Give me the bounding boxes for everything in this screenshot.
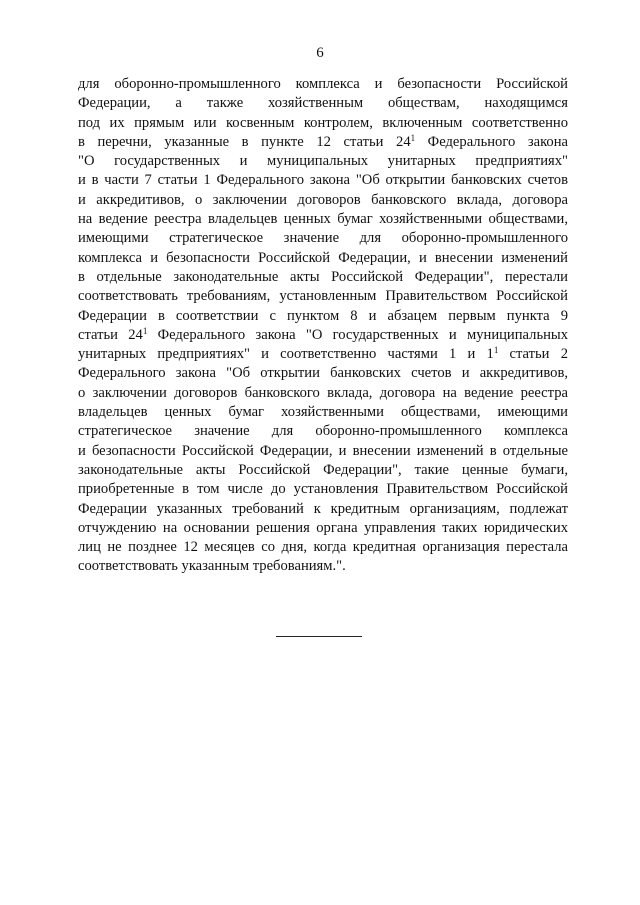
text-line: соответствовать требованиям, установленным Правительством Российской [78, 288, 568, 305]
text-line: на ведение реестра владельцев ценных бумаг хозяйственными обществами, [78, 211, 568, 228]
text-line: статьи $24^1$ Федерального закона "О государственных и муниципальных [78, 325, 569, 343]
text-line: Федерального закона "Об открытии банковских счетов и аккредитивов, [78, 365, 568, 382]
page-number: 6 [316, 45, 324, 61]
text-line: отчуждению на основании решения органа управления таких юридических [78, 519, 568, 536]
text-line: Федерации указанных требований к кредитным организациям, подлежат [78, 500, 568, 517]
text-line: для оборонно-промышленного комплекса и безопасности Российской [78, 76, 568, 92]
text-line: "О государственных и муниципальных унитарных предприятиях" [78, 153, 568, 170]
text-line: лиц не позднее 12 месяцев со дня, когда кредитная организация перестала [78, 539, 568, 556]
text-line: в отдельные законодательные акты Российской Федерации", перестали [78, 268, 568, 285]
text-line: приобретенные в том числе до установления Правительством Российской [78, 481, 568, 498]
text-line: комплекса и безопасности Российской Федерации, и внесении изменений [78, 249, 568, 266]
text-line: Федерации, а также хозяйственным обществам, находящимся [78, 95, 568, 112]
text-line: под их прямым или косвенным контролем, включенным соответственно [78, 114, 568, 131]
text-line: законодательные акты Российской Федерации", такие ценные бумаги, [78, 461, 568, 478]
text-line: и безопасности Российской Федерации, и внесении изменений в отдельные [78, 442, 568, 459]
text-line: в перечни, указанные в пункте 12 статьи $24^1$ Федерального закона [78, 132, 569, 150]
text-line: о заключении договоров банковского вклада, договора на ведение реестра [78, 384, 568, 401]
text-line: соответствовать указанным требованиям.". [78, 558, 346, 575]
text-line: и аккредитивов, о заключении договоров банковского вклада, договора [78, 191, 568, 208]
text-line: владельцев ценных бумаг хозяйственными обществами, имеющими [78, 404, 568, 421]
body-text [78, 75, 568, 577]
text-line: Федерации в соответствии с пунктом 8 и абзацем первым пункта 9 [78, 307, 568, 324]
text-line: имеющими стратегическое значение для оборонно-промышленного [78, 230, 568, 247]
end-divider [276, 636, 362, 637]
text-line: стратегическое значение для оборонно-промышленного комплекса [78, 423, 568, 440]
text-line: унитарных предприятиях" и соответственно частями 1 и $1^1$ статьи 2 [78, 345, 568, 363]
text-line: и в части 7 статьи 1 Федерального закона "Об открытии банковских счетов [78, 172, 568, 189]
